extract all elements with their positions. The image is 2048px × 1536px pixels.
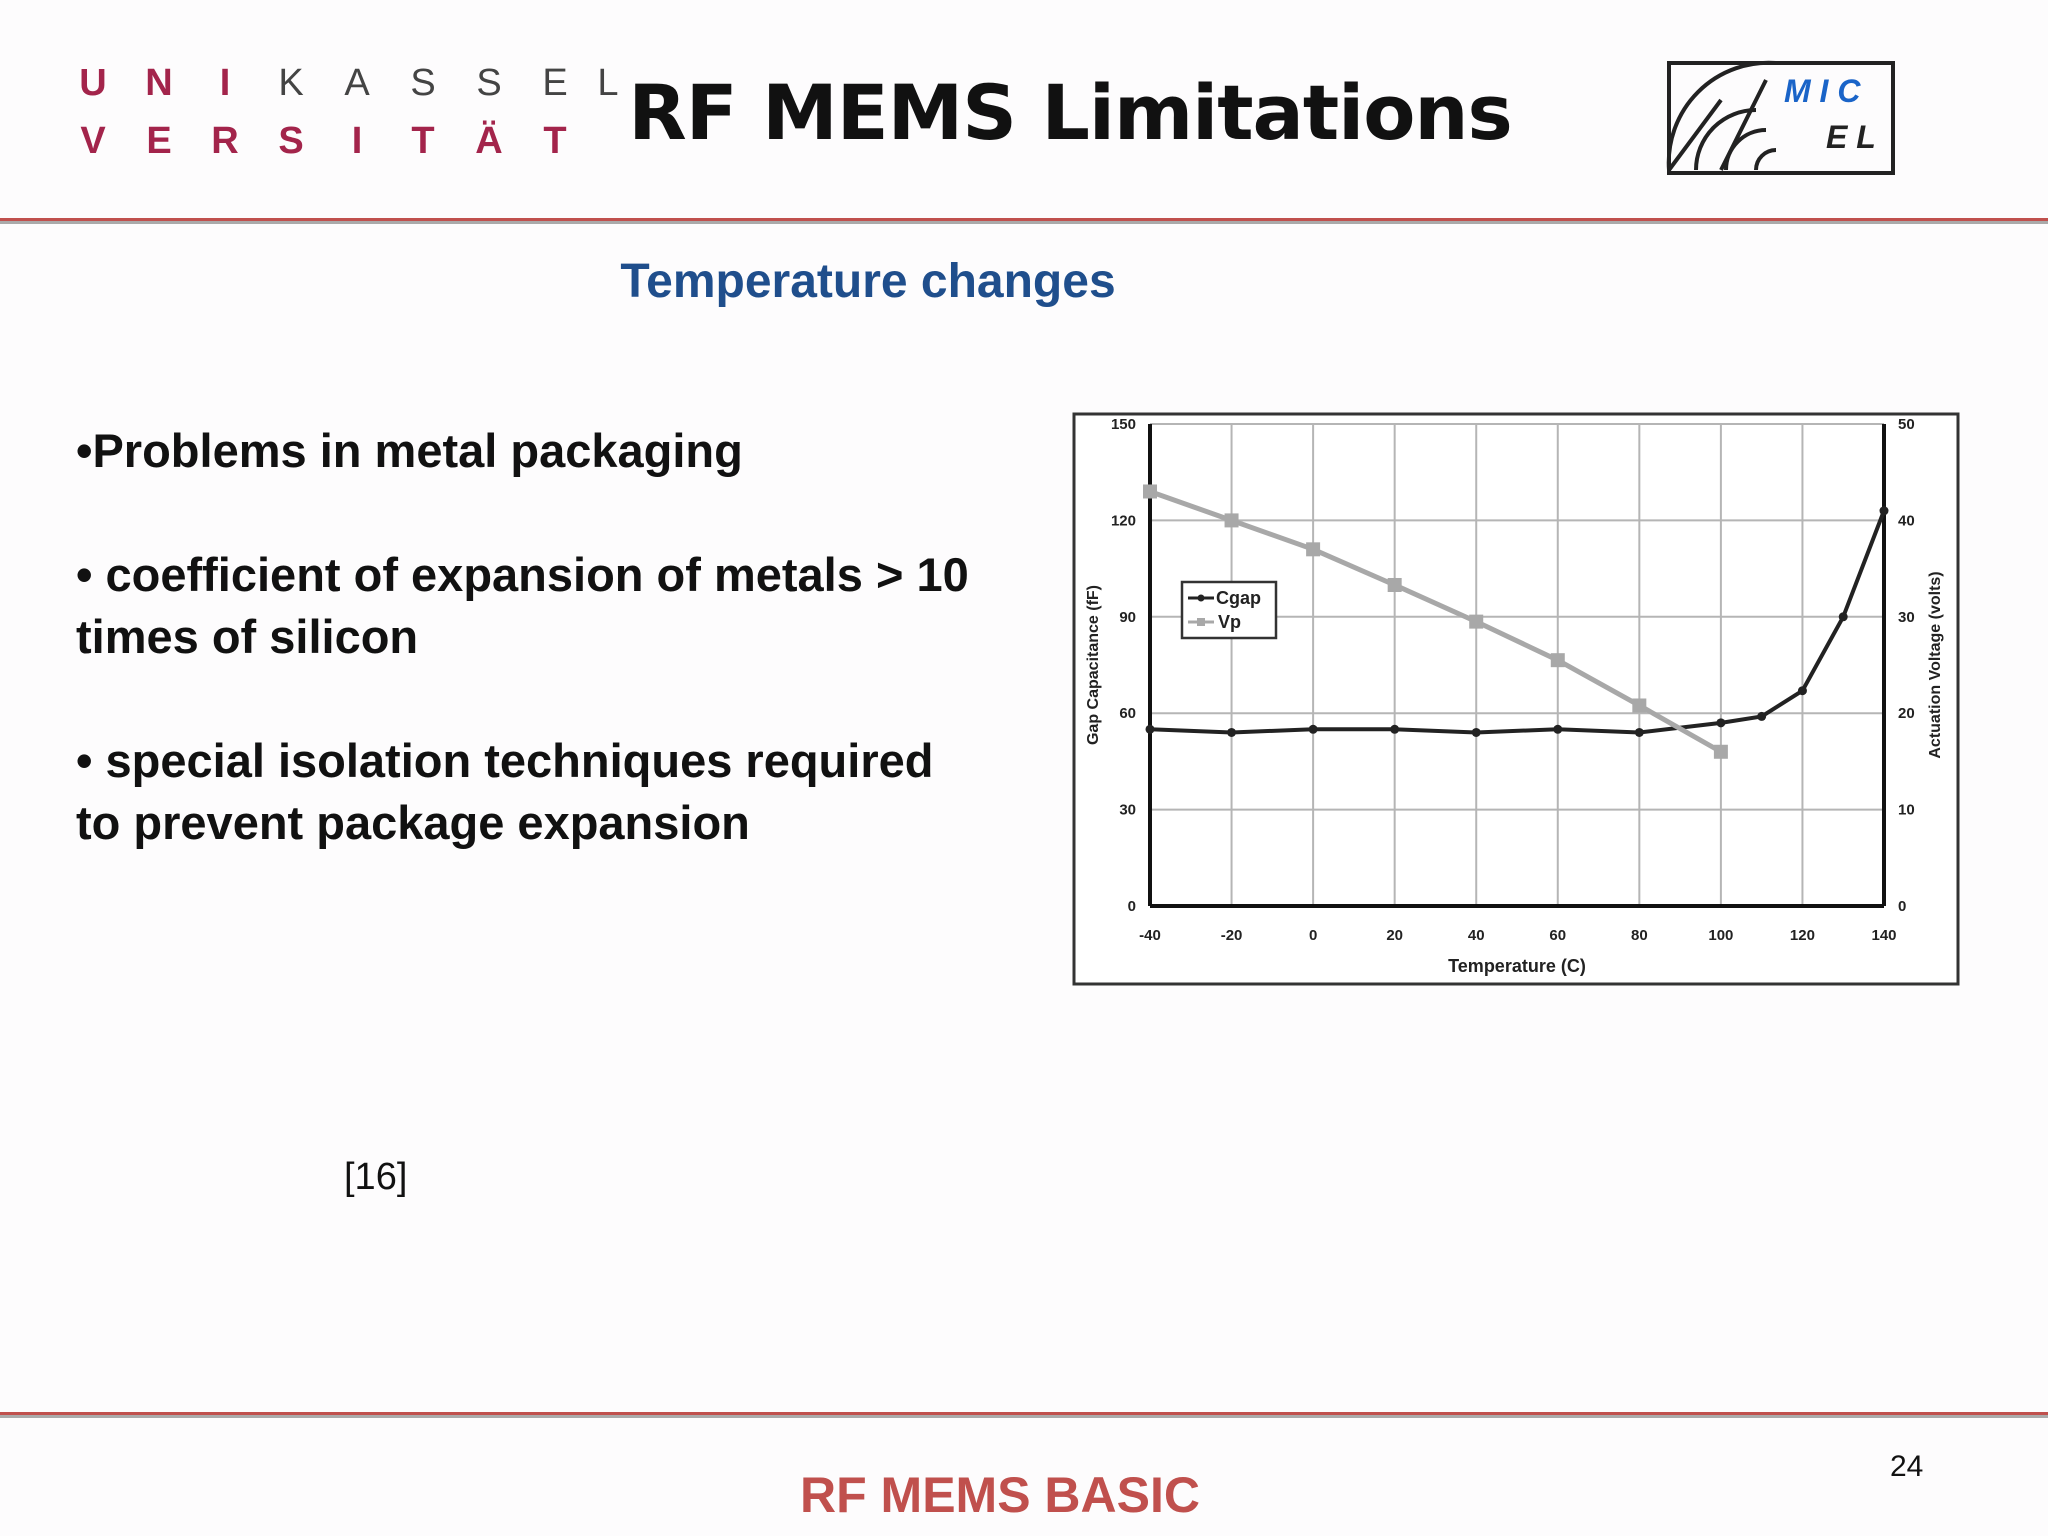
header-divider	[0, 218, 2048, 224]
logo-letter: I	[351, 120, 363, 162]
x-tick-label: 100	[1708, 927, 1734, 944]
chart-legend	[1182, 582, 1276, 638]
data-point-vp	[1306, 542, 1320, 556]
data-point-vp	[1632, 698, 1646, 712]
logo-letter: L	[597, 62, 619, 104]
logo-letter: E	[542, 62, 568, 104]
slide-title: RF MEMS Limitations	[628, 68, 1512, 157]
data-point-vp	[1551, 653, 1565, 667]
logo-letter: A	[344, 62, 370, 104]
data-point-cgap	[1839, 612, 1848, 621]
data-point-vp	[1143, 484, 1157, 498]
data-point-cgap	[1798, 686, 1807, 695]
page-number: 24	[1890, 1450, 1924, 1483]
chart-frame	[1074, 414, 1958, 984]
data-point-vp	[1714, 745, 1728, 759]
footer-title: RF MEMS BASIC	[800, 1467, 1200, 1523]
logo-letter: V	[80, 120, 106, 162]
logo-letter: U	[79, 62, 107, 104]
micel-logo-line2: E L	[1826, 119, 1876, 155]
x-axis-label: Temperature (C)	[1448, 956, 1586, 976]
x-tick-label: 40	[1467, 927, 1485, 944]
temperature-chart	[1072, 412, 1960, 986]
y-tick-label: 90	[1119, 608, 1136, 626]
logo-row-2	[60, 120, 588, 163]
logo-letter: R	[211, 120, 239, 162]
data-point-cgap	[1309, 725, 1318, 734]
data-point-cgap	[1757, 712, 1766, 721]
y-tick-label: 30	[1119, 801, 1136, 819]
legend-cgap-marker	[1198, 595, 1205, 602]
logo-letter: K	[278, 62, 304, 104]
logo-letter: S	[476, 62, 502, 104]
y-tick-label: 150	[1110, 416, 1136, 433]
bullet-item: •Problems in metal packaging	[76, 424, 743, 477]
data-point-cgap	[1635, 728, 1644, 737]
x-tick-label: -40	[1139, 927, 1161, 944]
data-point-vp	[1388, 578, 1402, 592]
x-tick-label: -20	[1220, 927, 1243, 944]
bullet-item: • coefficient of expansion of metals > 10 times of silicon	[76, 548, 969, 663]
data-point-cgap	[1146, 725, 1155, 734]
footer-divider	[0, 1412, 2048, 1418]
y2-tick-label: 10	[1898, 801, 1915, 819]
x-tick-label: 140	[1871, 927, 1897, 944]
micel-logo	[1666, 60, 1896, 176]
y2-axis-label: Actuation Voltage (volts)	[1927, 571, 1944, 759]
y2-tick-label: 30	[1898, 608, 1915, 626]
y-tick-label: 60	[1119, 705, 1136, 723]
data-point-cgap	[1880, 506, 1889, 515]
data-point-cgap	[1227, 728, 1236, 737]
university-logo	[60, 62, 619, 172]
y2-tick-label: 0	[1898, 898, 1907, 915]
x-tick-label: 20	[1386, 927, 1404, 944]
section-subtitle: Temperature changes	[620, 255, 1116, 308]
x-tick-label: 0	[1308, 927, 1318, 944]
data-point-cgap	[1472, 728, 1481, 737]
y-axis-label: Gap Capacitance (fF)	[1085, 584, 1102, 746]
x-tick-label: 80	[1630, 927, 1648, 944]
logo-row-1	[60, 62, 628, 105]
logo-letter: N	[145, 62, 173, 104]
micel-logo-line1: M I C	[1784, 73, 1861, 109]
data-point-cgap	[1390, 725, 1399, 734]
bullet-list	[76, 420, 976, 916]
y2-tick-label: 40	[1898, 512, 1915, 530]
x-tick-label: 120	[1789, 927, 1815, 944]
x-tick-label: 60	[1549, 927, 1567, 944]
y2-tick-label: 50	[1898, 416, 1915, 433]
logo-letter: I	[219, 62, 231, 104]
reference-citation: [16]	[344, 1156, 408, 1198]
logo-letter: Ä	[475, 120, 503, 162]
y2-tick-label: 20	[1898, 705, 1915, 723]
logo-letter: E	[146, 120, 172, 162]
data-point-vp	[1225, 513, 1239, 527]
legend-cgap-label: Cgap	[1216, 588, 1261, 608]
y-tick-label: 0	[1127, 898, 1136, 915]
data-point-cgap	[1553, 725, 1562, 734]
data-point-vp	[1469, 615, 1483, 629]
y-tick-label: 120	[1110, 512, 1136, 530]
logo-letter: S	[410, 62, 436, 104]
legend-vp-label: Vp	[1218, 612, 1242, 632]
logo-letter: S	[278, 120, 304, 162]
data-point-cgap	[1716, 718, 1725, 727]
legend-vp-marker	[1197, 618, 1205, 626]
logo-letter: T	[411, 120, 435, 162]
bullet-item: • special isolation techniques required to prevent package expansion	[76, 734, 934, 849]
logo-letter: T	[543, 120, 567, 162]
